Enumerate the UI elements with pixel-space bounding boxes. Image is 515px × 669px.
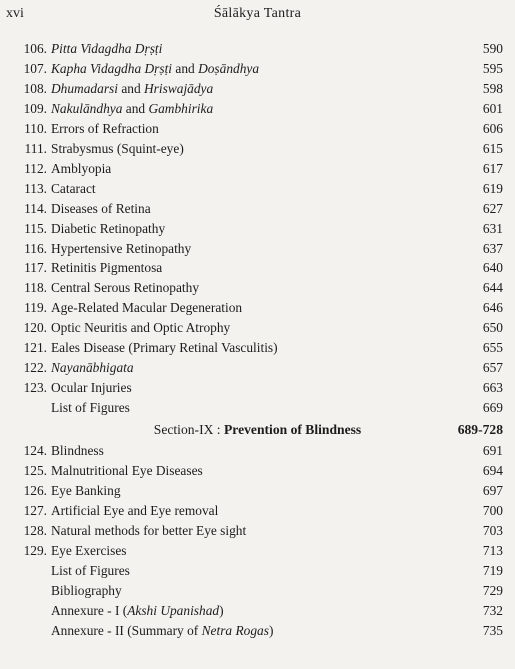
chapter-number: 126.: [23, 482, 47, 498]
chapter-title: [51, 179, 96, 199]
page-ref: 694: [482, 462, 503, 478]
chapter-title: [51, 239, 191, 259]
title-segment: List of Figures: [51, 562, 130, 578]
title-segment: Eales Disease (Primary Retinal Vasculitis): [51, 340, 278, 356]
chapter-title: [51, 338, 278, 358]
toc-entry: [0, 119, 515, 139]
toc-entry: [0, 139, 515, 159]
chapter-number: 106.: [23, 41, 47, 56]
toc-entry: [0, 481, 515, 501]
page-ref: 703: [482, 522, 503, 538]
title-segment: Nayanābhigata: [51, 360, 134, 376]
page-ref: 719: [482, 562, 503, 578]
title-segment: Doṣāndhya: [198, 60, 260, 76]
title-segment: Hypertensive Retinopathy: [51, 240, 192, 256]
chapter-title: [51, 139, 184, 159]
chapter-title: [51, 159, 111, 179]
toc-entry: [0, 79, 515, 99]
title-segment: Eye Banking: [51, 482, 121, 498]
chapter-title: [51, 481, 121, 501]
section-heading: [0, 420, 515, 440]
chapter-number: 122.: [23, 360, 47, 376]
toc-entry: [0, 378, 515, 398]
toc-entry: [0, 59, 515, 79]
page-ref: 657: [482, 360, 503, 376]
chapter-title: [51, 621, 273, 641]
title-segment: Annexure - II (Summary of: [51, 622, 202, 638]
chapter-title: [51, 461, 203, 481]
title-segment: Netra Rogas: [201, 622, 269, 638]
toc-entry: [0, 461, 515, 481]
chapter-number: 109.: [23, 100, 47, 116]
page-ref: 637: [482, 240, 503, 256]
chapter-title: [51, 59, 259, 79]
chapter-number: 118.: [24, 280, 47, 296]
chapter-title: [51, 358, 134, 378]
chapter-number: 119.: [24, 300, 47, 316]
page-ref: 627: [482, 200, 503, 216]
chapter-title: [51, 258, 162, 278]
chapter-number: 110.: [24, 120, 47, 136]
toc-entry: [0, 581, 515, 601]
chapter-title: [51, 298, 242, 318]
title-segment: Central Serous Retinopathy: [51, 280, 200, 296]
title-segment: Optic Neuritis and Optic Atrophy: [51, 320, 231, 336]
chapter-title: [51, 581, 122, 601]
chapter-number: 128.: [23, 522, 47, 538]
page-ref: 663: [482, 380, 503, 396]
chapter-title: [51, 219, 165, 239]
chapter-number: 115.: [24, 220, 47, 236]
page-ref: 644: [482, 280, 503, 296]
toc-entry: [0, 179, 515, 199]
chapter-number: 123.: [23, 380, 47, 396]
title-segment: ): [268, 622, 274, 638]
page-ref: 735: [482, 622, 503, 638]
chapter-number: 112.: [24, 160, 47, 176]
toc-entry: [0, 219, 515, 239]
section-title: [0, 420, 515, 440]
toc-entry: [0, 318, 515, 338]
page-ref: 697: [482, 482, 503, 498]
chapter-title: [51, 278, 199, 298]
page-ref: 669: [482, 400, 503, 416]
chapter-title: [51, 99, 213, 119]
chapter-title: [51, 318, 230, 338]
chapter-title: [51, 521, 246, 541]
title-segment: Nakulāndhya: [51, 100, 123, 116]
title-segment: Natural methods for better Eye sight: [51, 522, 247, 538]
title-segment: Ocular Injuries: [51, 380, 132, 396]
toc-entry: [0, 541, 515, 561]
toc-entry: [0, 501, 515, 521]
chapter-number: 120.: [23, 320, 47, 336]
toc-entry: [0, 441, 515, 461]
chapter-number: 125.: [23, 462, 47, 478]
page-number: xvi: [6, 6, 24, 21]
chapter-number: 127.: [23, 502, 47, 518]
chapter-number: 107.: [23, 60, 47, 76]
toc-entry: [0, 521, 515, 541]
title-segment: Diabetic Retinopathy: [51, 220, 166, 236]
title-segment: Retinitis Pigmentosa: [51, 260, 163, 276]
title-segment: Gambhirika: [148, 100, 214, 116]
section-page-range: 689-728: [457, 422, 503, 438]
chapter-title: [51, 39, 162, 59]
toc-entry: [0, 239, 515, 259]
title-segment: Diseases of Retina: [51, 200, 151, 216]
chapter-number: 113.: [24, 180, 47, 196]
title-segment: Annexure - I (: [51, 602, 128, 618]
chapter-number: 111.: [24, 140, 47, 156]
title-segment: and: [122, 100, 149, 116]
toc-entry: [0, 358, 515, 378]
title-segment: and: [117, 80, 144, 96]
page-ref: 590: [482, 41, 503, 56]
toc-entry: [0, 601, 515, 621]
chapter-number: 121.: [23, 340, 47, 356]
chapter-title: [51, 441, 104, 461]
title-segment: Malnutritional Eye Diseases: [51, 462, 203, 478]
title-segment: Strabysmus (Squint-eye): [51, 140, 184, 156]
toc-entry: [0, 159, 515, 179]
page-ref: 606: [482, 120, 503, 136]
toc-entry: [0, 298, 515, 318]
toc-entry: [0, 338, 515, 358]
chapter-number: 116.: [24, 240, 47, 256]
section-name: Prevention of Blindness: [224, 422, 362, 438]
page-ref: 631: [482, 220, 503, 236]
page-ref: 615: [482, 140, 503, 156]
chapter-number: 117.: [24, 260, 47, 276]
page-ref: 700: [482, 502, 503, 518]
title-segment: Age-Related Macular Degeneration: [51, 300, 243, 316]
page-ref: 691: [482, 443, 503, 458]
chapter-title: [51, 119, 159, 139]
page-ref: 601: [482, 100, 503, 116]
toc-entry: [0, 258, 515, 278]
chapter-title: [51, 79, 213, 99]
chapter-number: 129.: [23, 542, 47, 558]
page-ref: 640: [482, 260, 503, 276]
chapter-number: 108.: [23, 80, 47, 96]
title-segment: Bibliography: [51, 582, 122, 598]
chapter-title: [51, 561, 130, 581]
title-segment: Kapha Vidagdha Dṛṣṭi: [51, 60, 173, 76]
chapter-title: [51, 541, 126, 561]
section-prefix: Section-IX :: [153, 422, 224, 438]
page-ref: 595: [482, 60, 503, 76]
title-segment: Akshi Upanishad: [127, 602, 220, 618]
title-segment: and: [172, 60, 199, 76]
title-segment: Artificial Eye and Eye removal: [51, 502, 219, 518]
page-ref: 650: [482, 320, 503, 336]
chapter-title: [51, 378, 132, 398]
running-title: Śālākya Tantra: [213, 6, 302, 21]
title-segment: ): [219, 602, 224, 618]
chapter-number: 124.: [23, 443, 47, 458]
title-segment: Errors of Refraction: [51, 120, 159, 136]
toc-entry: [0, 398, 515, 418]
page-ref: 729: [482, 582, 503, 598]
toc-entry: [0, 621, 515, 641]
toc-entry: [0, 199, 515, 219]
title-segment: Blindness: [51, 443, 104, 458]
title-segment: Hriswajādya: [144, 80, 214, 96]
chapter-title: [51, 398, 130, 418]
title-segment: Cataract: [51, 180, 96, 196]
toc-entry: [0, 39, 515, 59]
page-ref: 617: [482, 160, 503, 176]
title-segment: List of Figures: [51, 400, 130, 416]
title-segment: Pitta Vidagdha Dṛṣṭi: [51, 41, 163, 56]
chapter-title: [51, 501, 218, 521]
toc-entry: [0, 561, 515, 581]
chapter-number: 114.: [24, 200, 47, 216]
title-segment: Eye Exercises: [51, 542, 127, 558]
title-segment: Amblyopia: [51, 160, 112, 176]
title-segment: Dhumadarsi: [51, 80, 118, 96]
page-ref: 598: [482, 80, 503, 96]
page-ref: 713: [482, 542, 503, 558]
page-ref: 655: [482, 340, 503, 356]
chapter-title: [51, 601, 224, 621]
page-header: [0, 6, 515, 28]
chapter-title: [51, 199, 151, 219]
page-ref: 619: [482, 180, 503, 196]
toc-entry: [0, 278, 515, 298]
page-ref: 646: [482, 300, 503, 316]
toc-entry: [0, 99, 515, 119]
page-ref: 732: [482, 602, 503, 618]
